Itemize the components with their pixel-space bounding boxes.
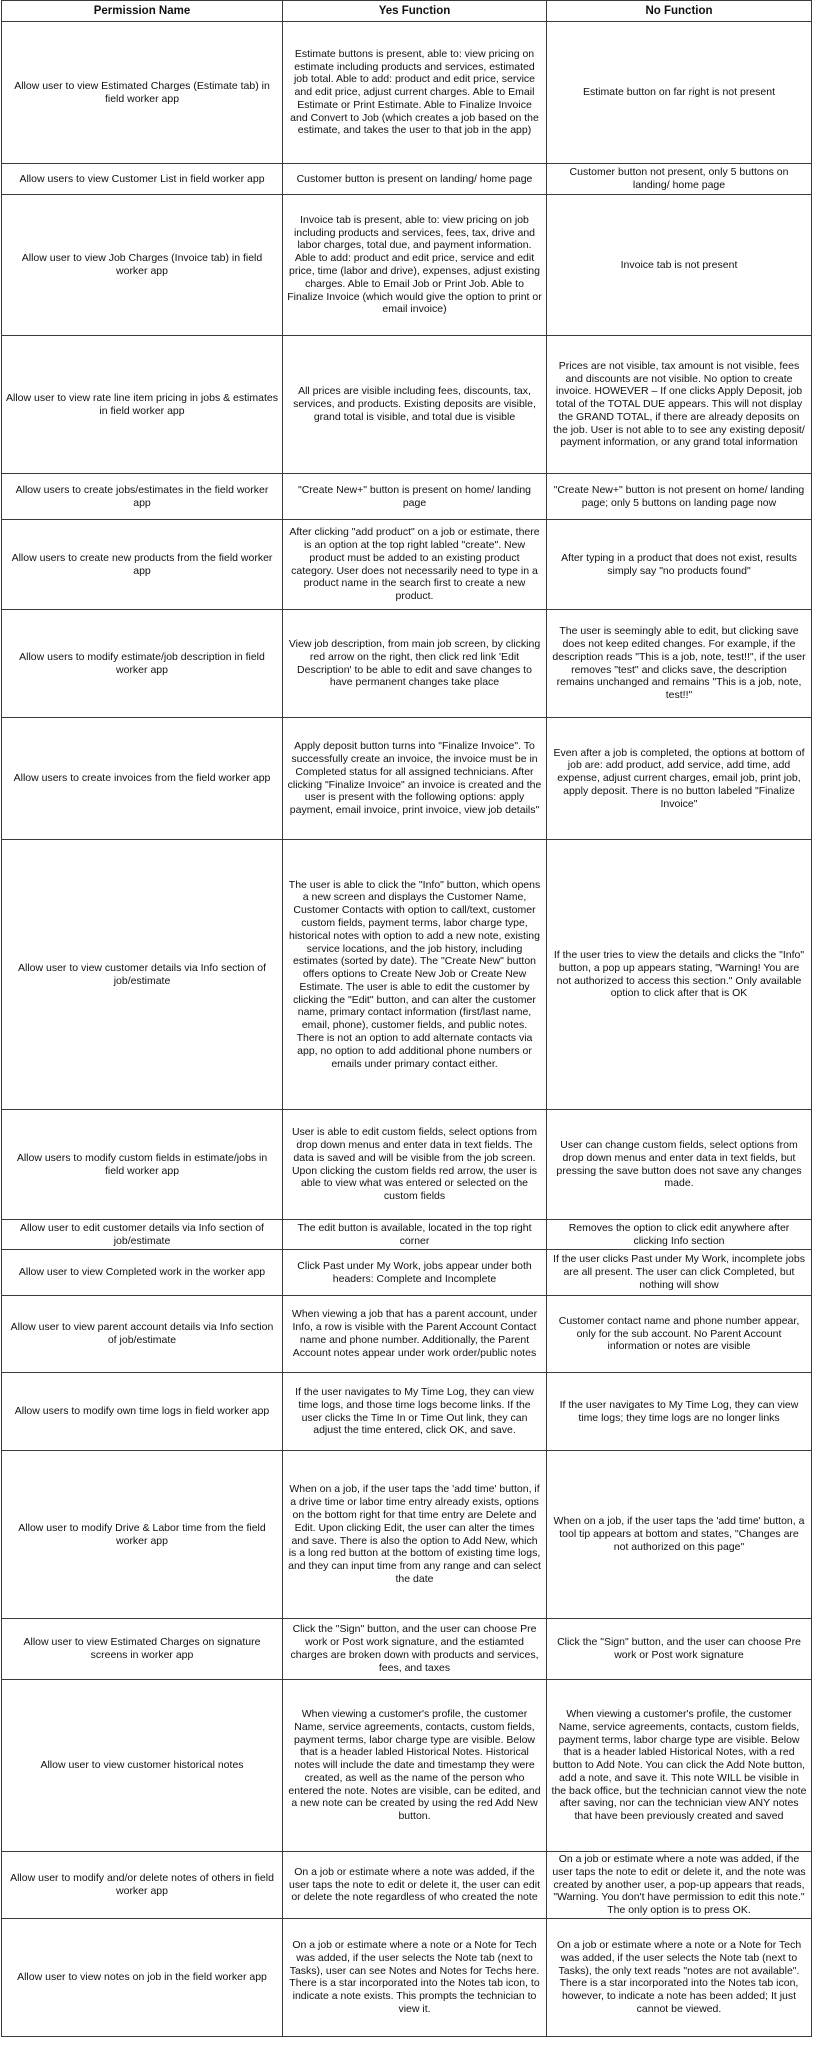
no-function-cell: Prices are not visible, tax amount is not visible, fees and discounts are not visible. No option to create invoice. HOWEVER – If one clicks Apply Deposit, job total of the TOTAL DUE appears. This will not display the GRAND TOTAL, if there are already deposits on the job. User is not able to to see any existing deposit/ payment information, or any grand total information xyxy=(547,336,812,474)
permission-name-cell: Allow user to modify and/or delete notes of others in field worker app xyxy=(2,1852,283,1919)
no-function-cell: When on a job, if the user taps the 'add time' button, a tool tip appears at bottom and states, "Changes are not authorized on this page" xyxy=(547,1451,812,1619)
permission-name-cell: Allow users to create invoices from the field worker app xyxy=(2,718,283,840)
permission-name-cell: Allow user to view Estimated Charges (Estimate tab) in field worker app xyxy=(2,22,283,164)
permission-name-cell: Allow user to view notes on job in the field worker app xyxy=(2,1918,283,2036)
table-row xyxy=(2,1220,812,1250)
yes-function-cell: The edit button is available, located in the top right corner xyxy=(283,1220,547,1250)
table-row xyxy=(2,1110,812,1220)
permission-name-cell: Allow user to view parent account details via Info section of job/estimate xyxy=(2,1296,283,1373)
yes-function-cell: User is able to edit custom fields, select options from drop down menus and enter data in text fields. The data is saved and will be visible from the job screen. Upon clicking the custom fields red arrow, the user is able to view what was entered or selected on the custom fields xyxy=(283,1110,547,1220)
permission-name-cell: Allow user to view customer details via Info section of job/estimate xyxy=(2,840,283,1110)
permission-name-cell: Allow users to modify custom fields in estimate/jobs in field worker app xyxy=(2,1110,283,1220)
table-row xyxy=(2,1680,812,1852)
permission-name-cell: Allow user to view rate line item pricing in jobs & estimates in field worker app xyxy=(2,336,283,474)
permission-name-cell: Allow users to create jobs/estimates in the field worker app xyxy=(2,474,283,520)
no-function-cell: When viewing a customer's profile, the customer Name, service agreements, contacts, custom fields, payment terms, labor charge type are visible. Below that is a header labled Historical Notes, with a red button to Add Note. You can click the Add Note button, add a note, and save it. This note WILL be visible in the back office, but the technician cannot view the note after saving, nor can the technician view ANY notes that have been previously created and saved xyxy=(547,1680,812,1852)
table-row xyxy=(2,520,812,610)
header-row xyxy=(2,1,812,22)
no-function-cell: On a job or estimate where a note was added, if the user taps the note to edit or delete it, and the note was created by another user, a pop-up appears that reads, "Warning. You don't have permission to edit this note." The only option is to press OK. xyxy=(547,1852,812,1919)
no-function-cell: If the user navigates to My Time Log, they can view time logs; they time logs are no longer links xyxy=(547,1373,812,1451)
no-function-cell: Invoice tab is not present xyxy=(547,195,812,336)
no-function-cell: The user is seemingly able to edit, but clicking save does not keep edited changes. For example, if the description reads "This is a job, note, test!!", if the user removes "test" and clicks save, the description remains unchanged and remains "This is a job, note, test!!" xyxy=(547,610,812,718)
yes-function-cell: Click Past under My Work, jobs appear under both headers: Complete and Incomplete xyxy=(283,1250,547,1296)
permission-name-cell: Allow user to view customer historical notes xyxy=(2,1680,283,1852)
yes-function-cell: View job description, from main job screen, by clicking red arrow on the right, then click red link 'Edit Description' to be able to edit and save changes to have permanent changes take place xyxy=(283,610,547,718)
no-function-cell: Even after a job is completed, the options at bottom of job are: add product, add service, add time, add expense, adjust current charges, email job, print job, apply deposit. There is no button labeled "Finalize Invoice" xyxy=(547,718,812,840)
no-function-cell: Removes the option to click edit anywhere after clicking Info section xyxy=(547,1220,812,1250)
header-permission-name: Permission Name xyxy=(2,1,283,22)
yes-function-cell: Apply deposit button turns into "Finalize Invoice". To successfully create an invoice, the invoice must be in Completed status for all assigned technicians. After clicking "Finalize Invoice" an invoice is created and the user is present with the following options: apply payment, email invoice, print invoice, view job details" xyxy=(283,718,547,840)
permissions-table xyxy=(1,0,812,2037)
table-row xyxy=(2,1296,812,1373)
yes-function-cell: Customer button is present on landing/ home page xyxy=(283,164,547,195)
table-row xyxy=(2,718,812,840)
yes-function-cell: After clicking "add product" on a job or estimate, there is an option at the top right labled "create". New product must be added to an existing product category. User does not necessarily need to type in a product name in the search first to create a new product. xyxy=(283,520,547,610)
table-row xyxy=(2,164,812,195)
table-row xyxy=(2,474,812,520)
permission-name-cell: Allow users to modify own time logs in field worker app xyxy=(2,1373,283,1451)
yes-function-cell: All prices are visible including fees, discounts, tax, services, and products. Existing deposits are visible, grand total is visible, and total due is visible xyxy=(283,336,547,474)
no-function-cell: If the user tries to view the details and clicks the "Info" button, a pop up appears stating, "Warning! You are not authorized to access this section." Only available option to click after that is OK xyxy=(547,840,812,1110)
yes-function-cell: Click the "Sign" button, and the user can choose Pre work or Post work signature, and the estiamted charges are broken down with products and services, fees, and taxes xyxy=(283,1619,547,1680)
permissions-sheet xyxy=(1,0,812,2037)
table-row xyxy=(2,1250,812,1296)
table-row xyxy=(2,610,812,718)
yes-function-cell: On a job or estimate where a note or a Note for Tech was added, if the user selects the Note tab (next to Tasks), user can see Notes and Notes for Techs here. There is a star incorporated into the Notes tab icon, to indicate a note exists. This prompts the technician to view it. xyxy=(283,1918,547,2036)
permission-name-cell: Allow user to modify Drive & Labor time from the field worker app xyxy=(2,1451,283,1619)
table-row xyxy=(2,1852,812,1919)
header-no-function: No Function xyxy=(547,1,812,22)
table-row xyxy=(2,840,812,1110)
permission-name-cell: Allow users to create new products from the field worker app xyxy=(2,520,283,610)
table-row xyxy=(2,195,812,336)
yes-function-cell: The user is able to click the "Info" button, which opens a new screen and displays the Customer Name, Customer Contacts with option to call/text, customer custom fields, payment terms, labor charge type, historical notes with option to add a new note, existing service locations, and the job history, including estimates (sorted by date). The "Create New" button offers options to Create New Job or Create New Estimate. The user is able to edit the customer by clicking the "Edit" button, and can alter the customer name, primary contact information (first/last name, email, phone), customer fields, and public notes. There is not an option to add alternate contacts via app, no option to add additional phone numbers or emails under primary contact either. xyxy=(283,840,547,1110)
permission-name-cell: Allow user to edit customer details via Info section of job/estimate xyxy=(2,1220,283,1250)
no-function-cell: Customer contact name and phone number appear, only for the sub account. No Parent Account information or notes are visible xyxy=(547,1296,812,1373)
yes-function-cell: Invoice tab is present, able to: view pricing on job including products and services, fees, tax, drive and labor charges, total due, and payment information. Able to add: product and edit price, service and edit price, time (labor and drive), expenses, adjust existing charges. Able to Email Job or Print Job. Able to Finalize Invoice (which would give the option to print or email invoice) xyxy=(283,195,547,336)
table-row xyxy=(2,1918,812,2036)
yes-function-cell: On a job or estimate where a note was added, if the user taps the note to edit or delete it, the user can edit or delete the note regardless of who created the note xyxy=(283,1852,547,1919)
yes-function-cell: Estimate buttons is present, able to: view pricing on estimate including products and services, estimated job total. Able to add: product and edit price, service and edit price, adjust current charges. Able to Email Estimate or Print Estimate. Able to Finalize Invoice and Convert to Job (which creates a job based on the estimate, and takes the user to that job in the app) xyxy=(283,22,547,164)
no-function-cell: On a job or estimate where a note or a Note for Tech was added, if the user selects the Note tab (next to Tasks), the only text reads "notes are not available". There is a star incorporated into the Notes tab icon, however, to indicate a note has been added; It just cannot be viewed. xyxy=(547,1918,812,2036)
table-row xyxy=(2,22,812,164)
no-function-cell: "Create New+" button is not present on home/ landing page; only 5 buttons on landing page now xyxy=(547,474,812,520)
table-row xyxy=(2,1619,812,1680)
table-row xyxy=(2,1451,812,1619)
no-function-cell: Customer button not present, only 5 buttons on landing/ home page xyxy=(547,164,812,195)
yes-function-cell: When viewing a customer's profile, the customer Name, service agreements, contacts, custom fields, payment terms, labor charge type are visible. Below that is a header labled Historical Notes. Historical notes will include the date and timestamp they were created, as well as the name of the person who entered the note. Notes are visible, can be edited, and a new note can be created by using the red Add New button. xyxy=(283,1680,547,1852)
no-function-cell: After typing in a product that does not exist, results simply say "no products found" xyxy=(547,520,812,610)
no-function-cell: Click the "Sign" button, and the user can choose Pre work or Post work signature xyxy=(547,1619,812,1680)
permission-name-cell: Allow users to modify estimate/job description in field worker app xyxy=(2,610,283,718)
permission-name-cell: Allow users to view Customer List in field worker app xyxy=(2,164,283,195)
no-function-cell: If the user clicks Past under My Work, incomplete jobs are all present. The user can click Completed, but nothing will show xyxy=(547,1250,812,1296)
yes-function-cell: "Create New+" button is present on home/ landing page xyxy=(283,474,547,520)
table-row xyxy=(2,336,812,474)
yes-function-cell: When viewing a job that has a parent account, under Info, a row is visible with the Parent Account Contact name and phone number. Additionally, the Parent Account notes appear under work order/public notes xyxy=(283,1296,547,1373)
table-row xyxy=(2,1373,812,1451)
permission-name-cell: Allow user to view Completed work in the worker app xyxy=(2,1250,283,1296)
no-function-cell: Estimate button on far right is not present xyxy=(547,22,812,164)
permission-name-cell: Allow user to view Job Charges (Invoice tab) in field worker app xyxy=(2,195,283,336)
yes-function-cell: When on a job, if the user taps the 'add time' button, if a drive time or labor time entry already exists, options on the bottom right for that time entry are Delete and Edit. Upon clicking Edit, the user can alter the times and save. There is also the option to Add New, which is a long red button at the bottom of existing time logs, and they can input time from any range and can select the date xyxy=(283,1451,547,1619)
no-function-cell: User can change custom fields, select options from drop down menus and enter data in text fields, but pressing the save button does not save any changes made. xyxy=(547,1110,812,1220)
yes-function-cell: If the user navigates to My Time Log, they can view time logs, and those time logs become links. If the user clicks the Time In or Time Out link, they can adjust the time entered, click OK, and save. xyxy=(283,1373,547,1451)
permission-name-cell: Allow user to view Estimated Charges on signature screens in worker app xyxy=(2,1619,283,1680)
header-yes-function: Yes Function xyxy=(283,1,547,22)
